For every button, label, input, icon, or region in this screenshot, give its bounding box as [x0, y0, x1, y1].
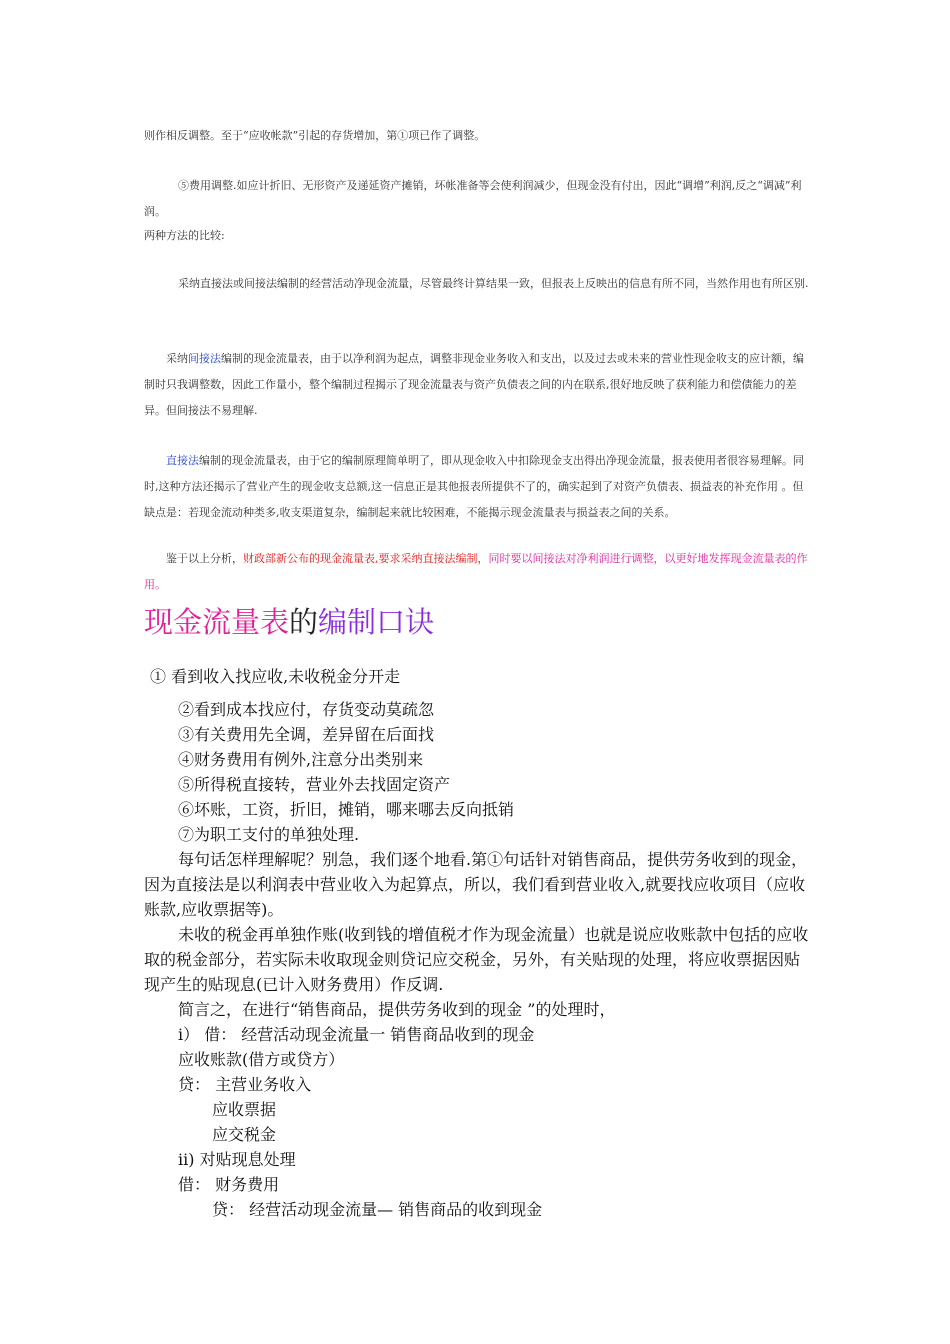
rhyme-item: ⑥坏账，工资，折旧，摊销，哪来哪去反向抵销 [178, 800, 515, 819]
highlight-magenta: 同时要以间接法对净利润进行调整，以更好地发挥现金流量表的作用。 [144, 552, 808, 591]
highlight-red: 财政部新公布的现金流量表,要求采纳直接法编制， [243, 552, 489, 565]
rhyme-item: ⑤所得税直接转，营业外去找固定资产 [178, 775, 451, 794]
rhyme-item: ④财务费用有例外,注意分出类别来 [178, 750, 424, 769]
journal-entry-line: 应收票据 [212, 1100, 277, 1119]
explanation-paragraph: 简言之，在进行“销售商品，提供劳务收到的现金 ”的处理时， [178, 1000, 616, 1019]
journal-entry-line: 贷： 经营活动现金流量— 销售商品的收到现金 [212, 1200, 543, 1219]
paragraph-direct-method: 直接法编制的现金流量表，由于它的编制原理简单明了，即从现金收入中扣除现金支出得出净现金流量，报表使用者很容易理解。同时,这种方法还揭示了营业产生的现金收支总额,这一信息正是其他报表所提供不了的，确实起到了对资产负债表、损益表的补充作用 。但缺点是：若现金流动种类多,收支渠道复杂，编制起来就比较困难，不能揭示现金流量表与损益表之间的关系。 [144, 454, 804, 519]
explanation-paragraph: 每句话怎样理解呢？别急，我们逐个地看.第①句话针对销售商品，提供劳务收到的现金，因为直接法是以利润表中营业收入为起算点，所以，我们看到营业收入,就要找应收项目（应收账款,应收票据等)。 [144, 850, 808, 919]
rhyme-list [144, 664, 812, 1222]
journal-entry-line: 应交税金 [212, 1125, 277, 1144]
paragraph-expense-adjustment [144, 173, 812, 225]
paragraph-text: 采纳直接法或间接法编制的经营活动净现金流量，尽管最终计算结果一致，但报表上反映出的信息有所不同，当然作用也有所区别. [178, 277, 809, 290]
explanation-paragraph: 未收的税金再单独作账(收到钱的增值税才作为现金流量）也就是说应收账款中包括的应收取的税金部分，若实际未收取现金则贷记应交税金，另外，有关贴现的处理，将应收票据因贴现产生的贴现息(已计入财务费用）作反调. [144, 925, 809, 994]
direct-method-term: 直接法 [166, 454, 199, 467]
paragraph-conclusion: 鉴于以上分析，财政部新公布的现金流量表,要求采纳直接法编制，同时要以间接法对净利润进行调整，以更好地发挥现金流量表的作用。 [144, 552, 808, 591]
rhyme-item: ③有关费用先全调，差异留在后面找 [178, 725, 435, 744]
paragraph-comparison [144, 271, 812, 297]
rhyme-item: ②看到成本找应付，存货变动莫疏忽 [178, 700, 435, 719]
page-heading: 现金流量表的编制口诀 [144, 605, 435, 639]
paragraph-text: ⑤费用调整.如应计折旧、无形资产及递延资产摊销，坏帐准备等会使利润减少，但现金没有付出，因此“调增”利润,反之“调减”利润。 [144, 179, 802, 218]
journal-entry-line: 应收账款(借方或贷方） [178, 1050, 345, 1069]
journal-entry-line: ii) 对贴现息处理 [178, 1150, 296, 1169]
rhyme-item: ⑦为职工支付的单独处理. [178, 825, 360, 844]
journal-entry-line: i） 借： 经营活动现金流量一 销售商品收到的现金 [178, 1025, 535, 1044]
paragraph-inventory-adjustment [144, 123, 812, 149]
paragraph-indirect-method: 采纳间接法编制的现金流量表，由于以净利润为起点，调整非现金业务收入和支出，以及过去或未来的营业性现金收支的应计额，编制时只我调整数，因此工作量小，整个编制过程揭示了现金流量表与资产负债表之间的内在联系,很好地反映了获利能力和偿债能力的差异。但间接法不易理解. [144, 352, 804, 417]
paragraph-text: 则作相反调整。至于“应收帐款”引起的存货增加，第①项已作了调整。 [144, 129, 486, 142]
section-title-comparison: 两种方法的比较: [144, 229, 225, 242]
journal-entry-line: 贷： 主营业务收入 [178, 1075, 312, 1094]
indirect-method-term: 间接法 [188, 352, 221, 365]
rhyme-item: ① 看到收入找应收,未收税金分开走 [150, 667, 401, 686]
journal-entry-line: 借： 财务费用 [178, 1175, 280, 1194]
